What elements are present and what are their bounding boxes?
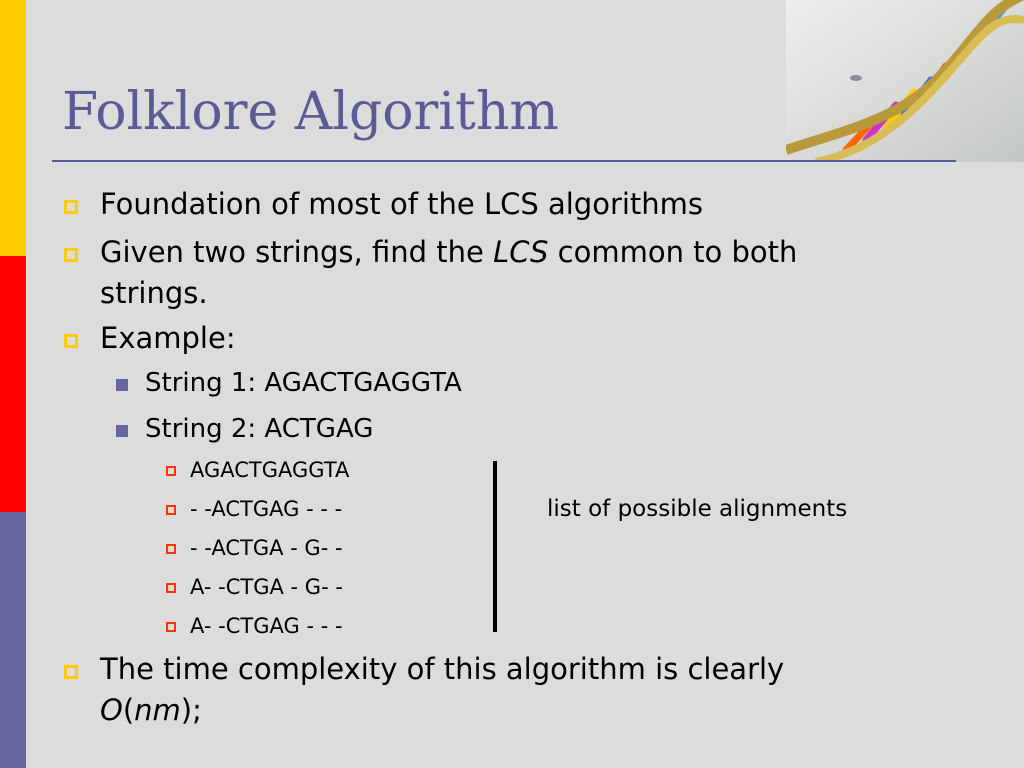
bullet-square-icon <box>64 665 78 679</box>
bullet-time-complexity: The time complexity of this algorithm is clearly <box>100 652 785 686</box>
bullet-small-square-icon <box>166 466 176 476</box>
bullet-filled-square-icon <box>116 425 128 437</box>
alignment-5: A- -CTGAG - - - <box>190 614 343 638</box>
dna-helix-icon <box>786 0 1024 162</box>
alignments-note: list of possible alignments <box>547 496 848 522</box>
bullet-square-icon <box>64 334 78 348</box>
alignment-3: - -ACTGA - G- - <box>190 536 343 560</box>
bullet-time-complexity-cont: O(nm); <box>100 693 202 727</box>
bullet-given-strings: Given two strings, find the LCS common to both <box>100 235 798 269</box>
bullet-small-square-icon <box>166 505 176 515</box>
title-divider <box>52 160 956 162</box>
bullet-small-square-icon <box>166 622 176 632</box>
bullet-small-square-icon <box>166 583 176 593</box>
string-1: String 1: AGACTGAGGTA <box>145 368 462 398</box>
alignment-1: AGACTGAGGTA <box>190 458 350 482</box>
alignments-bracket <box>493 461 497 632</box>
alignment-4: A- -CTGA - G- - <box>190 575 343 599</box>
alignment-2: - -ACTGAG - - - <box>190 497 343 521</box>
string-2: String 2: ACTGAG <box>145 414 374 444</box>
bullet-filled-square-icon <box>116 379 128 391</box>
bullet-foundation: Foundation of most of the LCS algorithms <box>100 187 704 221</box>
accent-bar-purple <box>0 512 26 768</box>
bullet-small-square-icon <box>166 544 176 554</box>
bullet-example: Example: <box>100 321 236 355</box>
bullet-given-strings-cont: strings. <box>100 276 208 310</box>
accent-bar-red <box>0 256 26 512</box>
bullet-square-icon <box>64 200 78 214</box>
slide-title: Folklore Algorithm <box>62 82 559 142</box>
accent-bar-yellow <box>0 0 26 256</box>
bullet-square-icon <box>64 248 78 262</box>
